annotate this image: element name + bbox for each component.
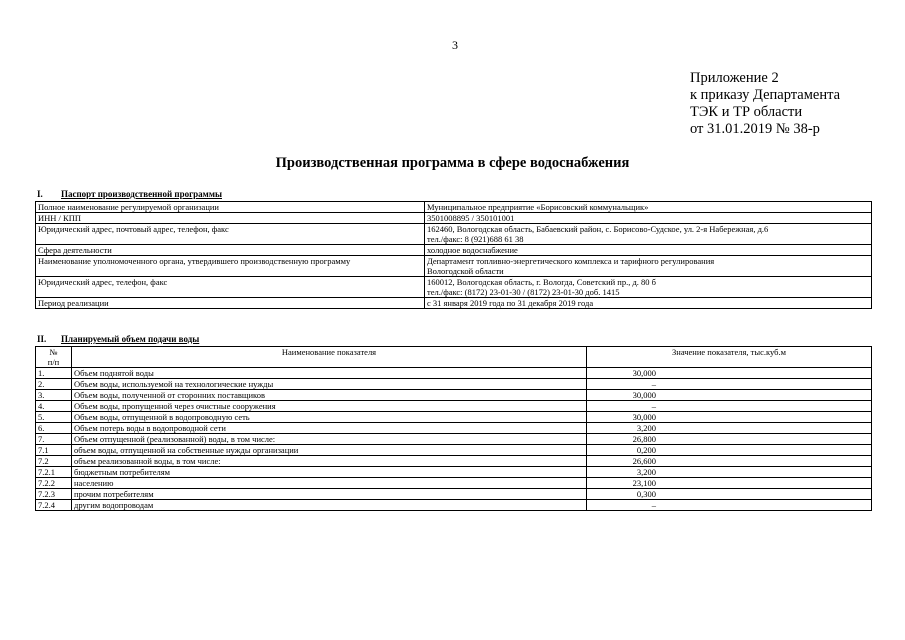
passport-value <box>425 298 872 309</box>
appendix-block <box>690 70 840 138</box>
row-number: 7.2 <box>36 456 72 467</box>
passport-value-line: тел./факс: (8172) 23-01-30 / (8172) 23-01-30 доб. 1415 <box>427 287 620 297</box>
passport-label: Сфера деятельности <box>36 245 425 256</box>
passport-value-line: тел./факс: 8 (921)688 61 38 <box>427 234 524 244</box>
row-number: 4. <box>36 401 72 412</box>
indicator-name: Объем воды, используемой на технологические нужды <box>72 379 587 390</box>
passport-value-line: Вологодской области <box>427 266 504 276</box>
appendix-line: Приложение 2 <box>690 70 779 86</box>
table-row <box>36 256 872 277</box>
indicator-value: 30,000 <box>587 390 872 401</box>
header-cell-number: № п/п <box>36 347 72 368</box>
table-row <box>36 434 872 445</box>
row-number: 1. <box>36 368 72 379</box>
header-cell-name: Наименование показателя <box>72 347 587 368</box>
table-row <box>36 202 872 213</box>
appendix-line: к приказу Департамента <box>690 87 841 103</box>
passport-table <box>35 201 872 309</box>
passport-label: Юридический адрес, почтовый адрес, телефон, факс <box>36 224 425 245</box>
section-number: II. <box>37 334 47 344</box>
row-number: 2. <box>36 379 72 390</box>
indicator-value: – <box>587 500 872 511</box>
section-heading-passport <box>37 189 222 199</box>
row-number: 3. <box>36 390 72 401</box>
table-header-row <box>36 347 872 368</box>
passport-table-body <box>36 202 872 309</box>
indicator-name: бюджетным потребителям <box>72 467 587 478</box>
indicator-value: 3,200 <box>587 423 872 434</box>
table-row <box>36 467 872 478</box>
appendix-line: ТЭК и ТР области <box>690 104 803 120</box>
indicator-name: Объем воды, отпущенной в водопроводную сеть <box>72 412 587 423</box>
table-row <box>36 500 872 511</box>
passport-label: Юридический адрес, телефон, факс <box>36 277 425 298</box>
row-number: 7.2.3 <box>36 489 72 500</box>
table-row <box>36 245 872 256</box>
row-number: 7.2.4 <box>36 500 72 511</box>
passport-label: Период реализации <box>36 298 425 309</box>
indicator-name: прочим потребителям <box>72 489 587 500</box>
table-row <box>36 401 872 412</box>
table-row <box>36 213 872 224</box>
passport-label: Наименование уполномоченного органа, утвердившего производственную программу <box>36 256 425 277</box>
table-row <box>36 423 872 434</box>
indicator-value: 26,800 <box>587 434 872 445</box>
indicator-name: объем воды, отпущенной на собственные нужды организации <box>72 445 587 456</box>
passport-label: ИНН / КПП <box>36 213 425 224</box>
row-number: 5. <box>36 412 72 423</box>
passport-value-line: с 31 января 2019 года по 31 декабря 2019 года <box>427 298 594 308</box>
row-number: 7. <box>36 434 72 445</box>
table-row <box>36 478 872 489</box>
indicator-name: объем реализованной воды, в том числе: <box>72 456 587 467</box>
indicator-value: – <box>587 401 872 412</box>
passport-value <box>425 245 872 256</box>
passport-label: Полное наименование регулируемой организации <box>36 202 425 213</box>
passport-value-line: Муниципальное предприятие «Борисовский коммунальщик» <box>427 202 649 212</box>
passport-value <box>425 224 872 245</box>
table-row <box>36 368 872 379</box>
page-number: 3 <box>452 38 458 52</box>
indicator-value: 23,100 <box>587 478 872 489</box>
table-row <box>36 445 872 456</box>
table-row <box>36 379 872 390</box>
document-title: Производственная программа в сфере водоснабжения <box>275 155 630 171</box>
indicator-name: Объем отпущенной (реализованной) воды, в том числе: <box>72 434 587 445</box>
section-title: Планируемый объем подачи воды <box>61 334 200 344</box>
indicator-name: Объем воды, полученной от сторонних поставщиков <box>72 390 587 401</box>
indicator-name: Объем воды, пропущенной через очистные сооружения <box>72 401 587 412</box>
header-cell-value: Значение показателя, тыс.куб.м <box>587 347 872 368</box>
table-row <box>36 224 872 245</box>
indicator-value: 0,200 <box>587 445 872 456</box>
passport-value <box>425 202 872 213</box>
table-row <box>36 277 872 298</box>
table-row <box>36 456 872 467</box>
indicator-value: 3,200 <box>587 467 872 478</box>
passport-value <box>425 213 872 224</box>
table-row <box>36 489 872 500</box>
indicator-name: другим водопроводам <box>72 500 587 511</box>
row-number: 7.2.1 <box>36 467 72 478</box>
indicator-value: 30,000 <box>587 412 872 423</box>
indicator-value: – <box>587 379 872 390</box>
indicator-value: 0,300 <box>587 489 872 500</box>
indicator-name: Объем поднятой воды <box>72 368 587 379</box>
section-heading-volume <box>37 334 199 344</box>
table-row <box>36 390 872 401</box>
passport-value-line: Департамент топливно-энергетического комплекса и тарифного регулирования <box>427 256 715 266</box>
water-volume-table <box>35 346 872 511</box>
table-row <box>36 412 872 423</box>
table-row <box>36 298 872 309</box>
row-number: 7.2.2 <box>36 478 72 489</box>
row-number: 6. <box>36 423 72 434</box>
passport-value-line: 160012, Вологодская область, г. Вологда, Советский пр., д. 80 б <box>427 277 657 287</box>
passport-value-line: 162460, Вологодская область, Бабаевский район, с. Борисово-Судское, ул. 2-я Набережная, д.6 <box>427 224 769 234</box>
section-number: I. <box>37 189 43 199</box>
row-number: 7.1 <box>36 445 72 456</box>
indicator-name: населению <box>72 478 587 489</box>
indicator-name: Объем потерь воды в водопроводной сети <box>72 423 587 434</box>
section-title: Паспорт производственной программы <box>61 189 222 199</box>
water-volume-table-body <box>36 368 872 511</box>
passport-value-line: 3501008895 / 350101001 <box>427 213 515 223</box>
passport-value <box>425 256 872 277</box>
indicator-value: 26,600 <box>587 456 872 467</box>
passport-value <box>425 277 872 298</box>
appendix-line: от 31.01.2019 № 38-р <box>690 121 820 137</box>
indicator-value: 30,000 <box>587 368 872 379</box>
passport-value-line: холодное водоснабжение <box>427 245 518 255</box>
